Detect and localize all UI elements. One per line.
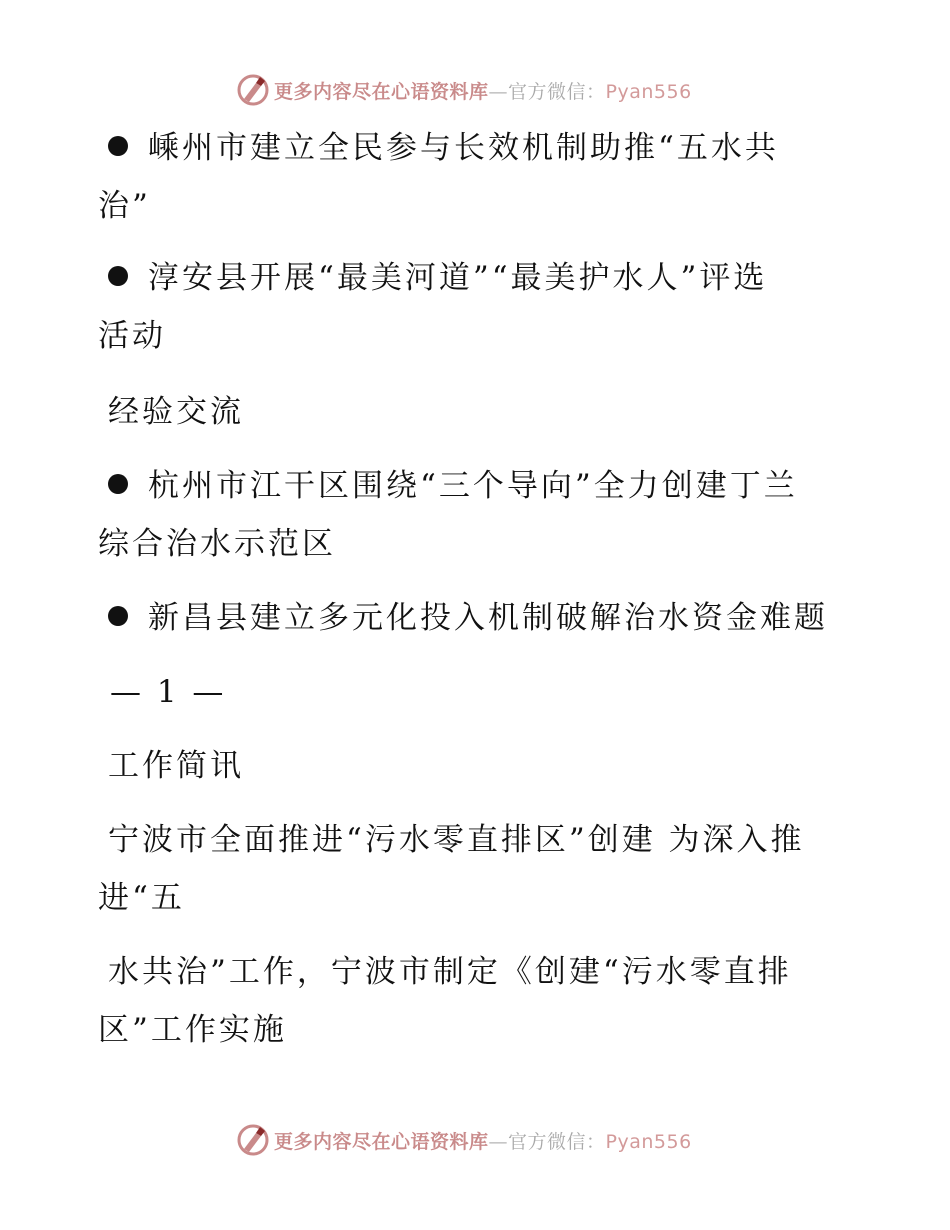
- bullet-icon: [108, 606, 128, 626]
- continuation-line: 综合治水示范区: [98, 526, 336, 562]
- bullet-item-jianggan: [108, 466, 798, 506]
- continuation-line: 治”: [98, 188, 151, 224]
- paragraph-line: 宁波市全面推进“污水零直排区”创建 为深入推: [108, 822, 805, 858]
- bullet-item-text: 淳安县开展“最美河道”“最美护水人”评选: [148, 260, 768, 296]
- continuation-line: 活动: [98, 318, 166, 354]
- page-number: — 1 —: [110, 674, 227, 710]
- watermark-label: 官方微信：: [508, 1130, 606, 1153]
- bullet-icon: [108, 136, 128, 156]
- bullet-item-shengzhou: [108, 128, 779, 168]
- footer-watermark: [236, 1122, 692, 1158]
- bullet-item-chunan: [108, 258, 767, 298]
- paragraph-line: 区”工作实施: [98, 1012, 287, 1048]
- pen-nib-icon: [236, 1123, 270, 1157]
- section-heading-experience: 经验交流: [108, 394, 244, 430]
- watermark-text: [274, 1127, 692, 1154]
- watermark-separator: —: [488, 80, 509, 103]
- bullet-icon: [108, 266, 128, 286]
- paragraph-line: 进“五: [98, 880, 185, 916]
- bullet-item-text: 新昌县建立多元化投入机制破解治水资金难题: [148, 600, 828, 636]
- pen-nib-icon: [236, 73, 270, 107]
- watermark-label: 官方微信：: [508, 80, 606, 103]
- bullet-item-xinchang: [108, 598, 828, 638]
- watermark-wechat-id: Pyan556: [605, 1130, 692, 1153]
- watermark-separator: —: [488, 1130, 509, 1153]
- header-watermark: [236, 72, 692, 108]
- section-heading-news: 工作简讯: [108, 748, 244, 784]
- bullet-item-text: 杭州市江干区围绕“三个导向”全力创建丁兰: [148, 468, 798, 504]
- watermark-site: 更多内容尽在心语资料库: [274, 1130, 489, 1153]
- bullet-icon: [108, 474, 128, 494]
- bullet-item-text: 嵊州市建立全民参与长效机制助推“五水共: [148, 130, 779, 166]
- watermark-wechat-id: Pyan556: [605, 80, 692, 103]
- watermark-site: 更多内容尽在心语资料库: [274, 80, 489, 103]
- paragraph-line: 水共治”工作，宁波市制定《创建“污水零直排: [108, 954, 792, 990]
- watermark-text: [274, 77, 692, 104]
